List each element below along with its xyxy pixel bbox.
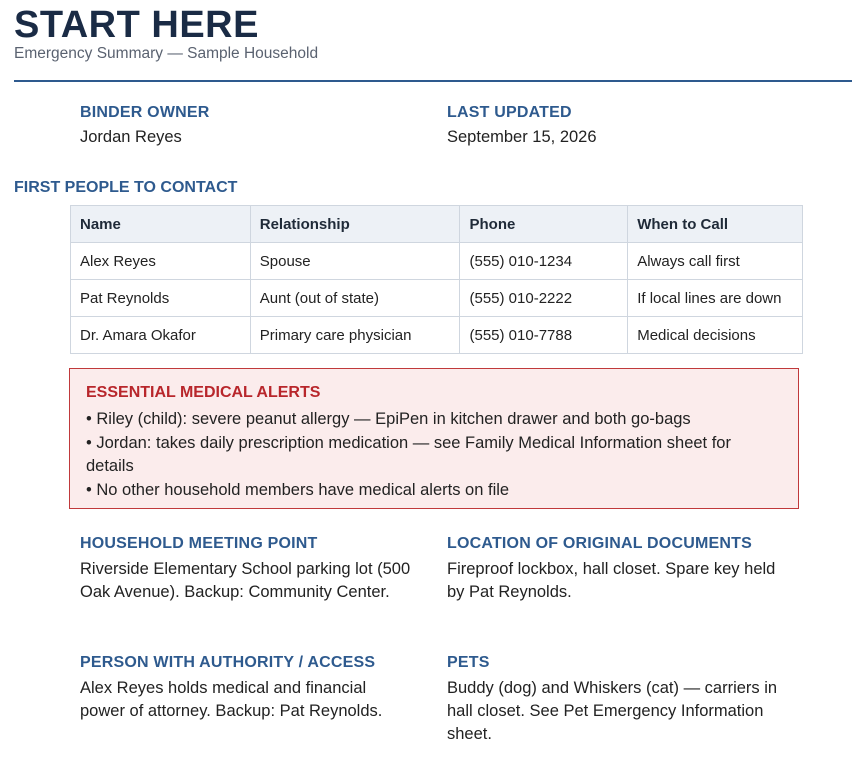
header-divider: [14, 80, 852, 82]
table-row: [71, 243, 803, 280]
contact-phone: (555) 010-2222: [460, 280, 628, 317]
binder-owner-label: BINDER OWNER: [80, 104, 210, 121]
meeting-point-value: Riverside Elementary School parking lot (500 Oak Avenue). Backup: Community Center.: [80, 560, 411, 601]
meeting-point-block: [80, 535, 415, 604]
contact-relationship: Aunt (out of state): [250, 280, 460, 317]
contact-phone: (555) 010-7788: [460, 317, 628, 354]
medical-alerts-title: ESSENTIAL MEDICAL ALERTS: [86, 384, 321, 401]
binder-owner-block: [80, 104, 420, 149]
table-row: [71, 317, 803, 354]
last-updated-label: LAST UPDATED: [447, 104, 572, 121]
column-header-when-to-call: When to Call: [628, 206, 803, 243]
table-row: [71, 280, 803, 317]
medical-alert-item: • Riley (child): severe peanut allergy — EpiPen in kitchen drawer and both go-bags: [86, 410, 691, 428]
page-title: START HERE: [14, 4, 259, 46]
contact-phone: (555) 010-1234: [460, 243, 628, 280]
medical-alert-item: • No other household members have medical alerts on file: [86, 480, 510, 499]
page-subtitle: Emergency Summary — Sample Household: [14, 45, 319, 62]
contacts-header-row: [71, 206, 803, 243]
last-updated-value: September 15, 2026: [447, 128, 597, 146]
contact-name: Dr. Amara Okafor: [71, 317, 251, 354]
column-header-name: Name: [71, 206, 251, 243]
contacts-heading: FIRST PEOPLE TO CONTACT: [14, 179, 238, 196]
pets-label: PETS: [447, 654, 490, 671]
authority-block: [80, 654, 415, 723]
contact-relationship: Spouse: [250, 243, 460, 280]
contacts-table: [70, 205, 803, 354]
documents-location-label: LOCATION OF ORIGINAL DOCUMENTS: [447, 535, 752, 552]
binder-owner-value: Jordan Reyes: [80, 128, 182, 146]
contact-name: Pat Reynolds: [71, 280, 251, 317]
contact-when-to-call: If local lines are down: [628, 280, 803, 317]
documents-location-value: Fireproof lockbox, hall closet. Spare key held by Pat Reynolds.: [447, 560, 776, 601]
contact-when-to-call: Medical decisions: [628, 317, 803, 354]
medical-alerts-box: [69, 368, 799, 509]
meeting-point-label: HOUSEHOLD MEETING POINT: [80, 535, 318, 552]
pets-value: Buddy (dog) and Whiskers (cat) — carriers in hall closet. See Pet Emergency Information sheet.: [447, 679, 778, 743]
documents-location-block: [447, 535, 787, 604]
contact-relationship: Primary care physician: [250, 317, 460, 354]
contact-name: Alex Reyes: [71, 243, 251, 280]
contact-when-to-call: Always call first: [628, 243, 803, 280]
column-header-phone: Phone: [460, 206, 628, 243]
pets-block: [447, 654, 787, 746]
authority-label: PERSON WITH AUTHORITY / ACCESS: [80, 654, 376, 671]
authority-value: Alex Reyes holds medical and financial power of attorney. Backup: Pat Reynolds.: [80, 679, 383, 720]
medical-alert-item: • Jordan: takes daily prescription medication — see Family Medical Information sheet for details: [86, 433, 731, 475]
column-header-relationship: Relationship: [250, 206, 460, 243]
last-updated-block: [447, 104, 787, 149]
